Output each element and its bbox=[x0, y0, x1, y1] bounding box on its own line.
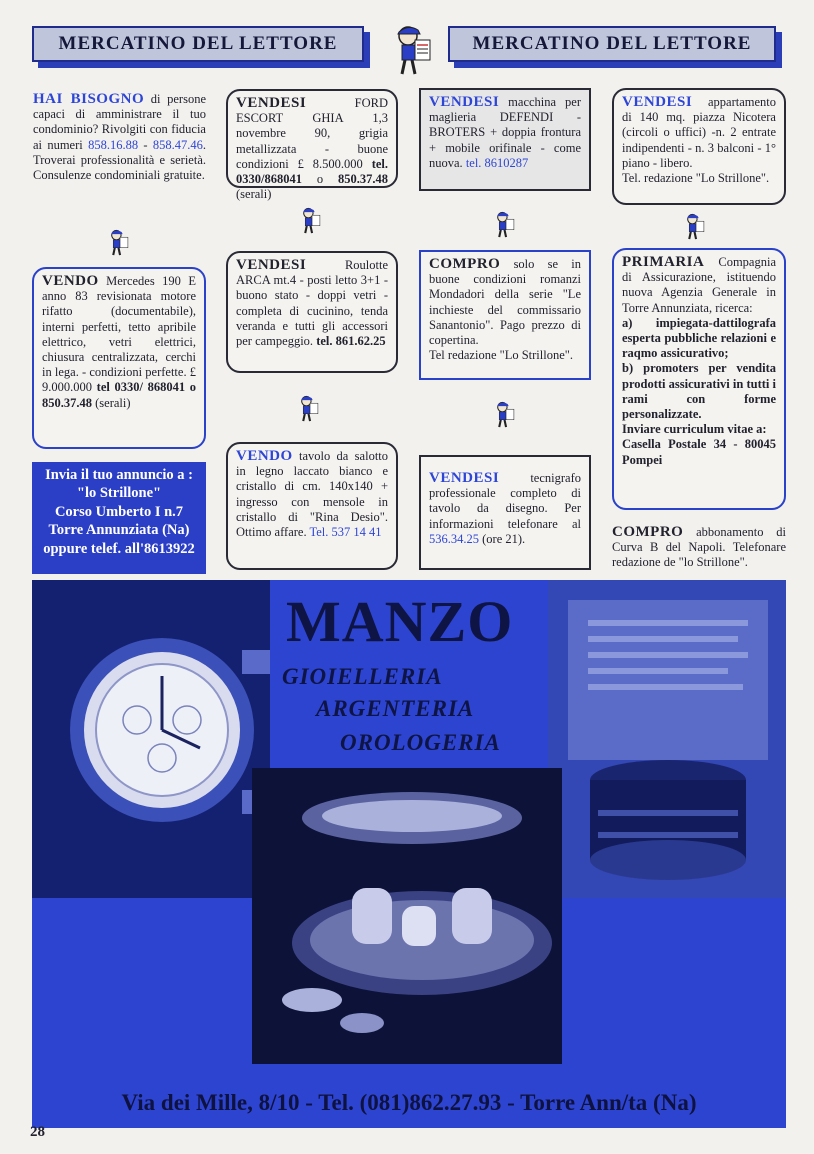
ad-vendesi-appartamento: VENDESI appartamento di 140 mq. piazza Nicotera (circoli o uffici) -n. 2 entrate indipendenti - n. 3 balconi - 1° piano - libero. Tel. redazione "Lo Strillone". bbox=[612, 88, 786, 205]
ad-heading: VENDESI bbox=[429, 94, 500, 110]
newsboy-mascot-icon bbox=[494, 400, 516, 430]
advert-line-argenteria: ARGENTERIA bbox=[316, 696, 475, 721]
ad-vendesi-roulotte: VENDESI Roulotte ARCA mt.4 - posti letto 3+1 - buono stato - doppi vetri - completa di cucinino, tenda veranda e tutti gli accessori per campeggio. tel. 861.62.25 bbox=[226, 251, 398, 373]
phone-number: tel. 0330/868041 bbox=[236, 156, 388, 187]
ad-heading: COMPRO bbox=[429, 256, 501, 272]
ad-heading: VENDESI bbox=[236, 95, 307, 111]
advert-address: Via dei Mille, 8/10 - Tel. (081)862.27.93 - Torre Ann/ta (Na) bbox=[121, 1090, 697, 1115]
ad-vendo-tavolo: VENDO tavolo da salotto in legno laccato bianco e cristallo di cm. 140x140 + ingresso con mensole in cristallo di "Rina Desio". Ottimo affare. Tel. 537 14 41 bbox=[226, 442, 398, 570]
phone-number: 858.16.88 bbox=[88, 137, 139, 152]
ad-heading: HAI BISOGNO bbox=[33, 91, 145, 107]
newsboy-mascot-icon bbox=[298, 394, 320, 424]
ad-vendo-mercedes: VENDO Mercedes 190 E anno 83 revisionata motore rifatto (documentabile), interni perfetti, tetto apribile elettrico, vetri elettrici, chiusura centralizzata, cerchi in lega. - condizioni perfette. £ 9.000.000 tel 0330/ 868041 o 850.37.48 (serali) bbox=[32, 267, 206, 449]
manzo-advert bbox=[32, 580, 786, 1128]
ad-heading: VENDO bbox=[236, 448, 293, 464]
ad-heading: VENDESI bbox=[429, 470, 500, 486]
advert-line-orologeria: OROLOGERIA bbox=[340, 730, 501, 755]
ad-compro-romanzi: COMPRO solo se in buone condizioni romanzi Mondadori della serie "Le inchieste del commissario Sanantonio". Pago prezzo di copertina. Tel redazione "Lo Strillone". bbox=[419, 250, 591, 380]
ad-hai-bisogno: HAI BISOGNO di persone capaci di amministrare il tuo condominio? Rivolgiti con fiducia ai numeri 858.16.88 - 858.47.46. Troverai professionalità e serietà. Consulenze condominiali gratuite. bbox=[33, 91, 207, 183]
advert-line-gioielleria: GIOIELLERIA bbox=[282, 664, 443, 689]
ad-vendesi-macchina: VENDESI macchina per maglieria DEFENDI - BROTERS + doppia frontura + mobile orifinale - come nuova. tel. 8610287 bbox=[419, 88, 591, 191]
ad-compro-curva: COMPRO abbonamento di Curva B del Napoli. Telefonare redazione de "lo Strillone". bbox=[612, 524, 786, 570]
phone-number: 858.47.46 bbox=[152, 137, 203, 152]
ad-primaria: PRIMARIA Compagnia di Assicurazione, istituendo nuova Agenzia Generale in Torre Annunziata, ricerca: a) impiegata-dattilografa esperta pubbliche relazioni e raqmo assicurativo; b) promoters per vendita prodotti assicurativi in tutti i rami con forme personalizzate. Inviare curriculum vitae a: Casella Postale 34 - 80045 Pompei bbox=[612, 248, 786, 510]
newsboy-mascot-icon bbox=[494, 210, 516, 240]
header-banner-left bbox=[32, 26, 364, 62]
phone-number: 850.37.48 bbox=[338, 172, 389, 187]
brand-name: MANZO bbox=[286, 589, 514, 654]
ad-heading: VENDESI bbox=[622, 94, 693, 110]
header-title-left: MERCATINO DEL LETTORE bbox=[58, 33, 338, 54]
ad-vendesi-ford: VENDESI FORD ESCORT GHIA 1,3 novembre 90, grigia metallizzata - buone condizioni £ 8.500.000 tel. 0330/868041 o 850.37.48 (serali) bbox=[226, 89, 398, 188]
newsboy-mascot-icon bbox=[684, 212, 706, 242]
phone-number: tel. 861.62.25 bbox=[316, 334, 386, 349]
ad-heading: COMPRO bbox=[612, 524, 684, 540]
watch-photo bbox=[32, 580, 270, 898]
phone-number: tel 0330/ 868041 o 850.37.48 bbox=[42, 380, 196, 410]
submit-ad-box: Invia il tuo annuncio a : "lo Strillone" Corso Umberto I n.7 Torre Annunziata (Na) oppure telef. all'8613922 bbox=[32, 462, 206, 574]
ad-heading: VENDO bbox=[42, 273, 99, 289]
ad-heading: PRIMARIA bbox=[622, 254, 705, 270]
phone-number: Tel. 537 14 41 bbox=[309, 525, 382, 540]
page-number: 28 bbox=[30, 1124, 45, 1140]
ad-heading: VENDESI bbox=[236, 257, 307, 273]
header-title-right: MERCATINO DEL LETTORE bbox=[472, 33, 752, 54]
phone-number: 536.34.25 bbox=[429, 531, 479, 546]
vase-photo bbox=[548, 580, 786, 898]
newsboy-mascot-icon bbox=[392, 24, 434, 78]
ad-vendesi-tecnigrafo: VENDESI tecnigrafo professionale completo di tavolo da disegno. Per informazioni telefonare al 536.34.25 (ore 21). bbox=[419, 455, 591, 570]
header-banner-right bbox=[448, 26, 776, 62]
phone-number: tel. 8610287 bbox=[465, 155, 529, 170]
silverware-photo bbox=[252, 768, 562, 1064]
newsboy-mascot-icon bbox=[300, 206, 322, 236]
newsboy-mascot-icon bbox=[108, 228, 130, 258]
